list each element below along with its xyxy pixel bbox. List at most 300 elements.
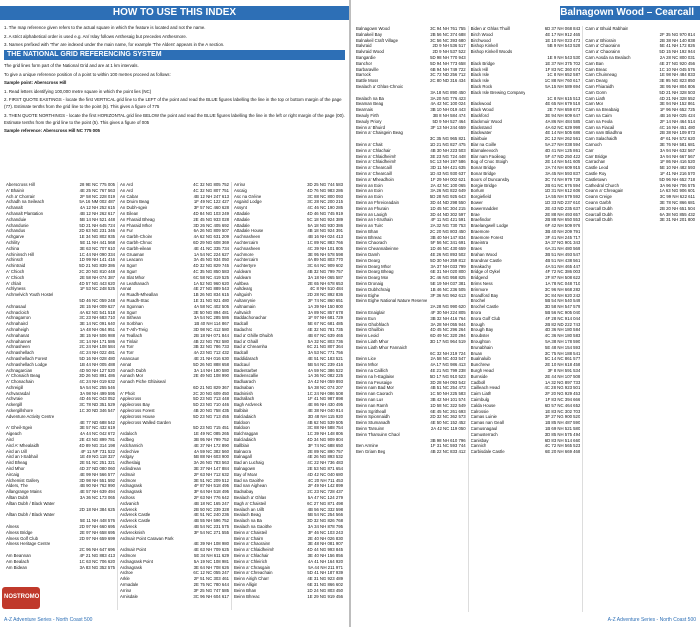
- place-name: Aultguish: [234, 292, 252, 298]
- place-name: Auchtercairn: [234, 239, 259, 245]
- place-name: Birchwood: [470, 37, 491, 43]
- grid-reference: 4E 99 NH 566 577: [79, 471, 115, 477]
- grid-reference: 4D 34 NG 909 804: [307, 437, 343, 443]
- place-name: Beinn an Laoigh: [356, 211, 388, 217]
- place-name: Calda House: [470, 402, 496, 408]
- grid-reference: 4A 42 NC 100 024: [430, 101, 466, 107]
- grid-reference: 1A 54 NC 224 627: [193, 251, 229, 257]
- grid-reference: 4B 67 NC 639 465: [307, 332, 343, 338]
- place-name: Am Bealach: [6, 558, 30, 564]
- place-name: Carn Fhiaraidh: [585, 83, 614, 89]
- grid-reference: 4B 32 NG 799 757: [307, 268, 343, 274]
- place-name: Achnahaird: [6, 321, 28, 327]
- place-name: Balnagown: [234, 466, 256, 472]
- grid-reference: 4E 37 NG 920 456: [659, 60, 696, 66]
- place-name: Ach a' Chorrain: [6, 193, 36, 199]
- grid-text-4: 1. Read letters identifying 100,000 metre square in which the point lies (NC): [4, 88, 152, 94]
- grid-reference: 6E 20 NH 669 468: [544, 449, 581, 455]
- index-column: [4, 182, 118, 610]
- place-name: Achadh na Seileach: [6, 199, 45, 205]
- grid-reference: 4B 54 NC 231 575: [193, 524, 229, 530]
- grid-reference: 5E 19 NH 037 381: [430, 281, 466, 287]
- place-name: A' Bhainir: [6, 187, 25, 193]
- place-name: Black Hill: [470, 66, 489, 72]
- grid-reference: 4E 51 NC 240 236: [193, 512, 229, 518]
- grid-reference: 5D 46 NC 059 248: [79, 297, 115, 303]
- grid-reference: 4E 57 NH 639 494: [79, 489, 115, 495]
- grid-reference: 4D 44 NG 993 845: [307, 547, 343, 553]
- place-name: Ascaig: [234, 187, 247, 193]
- grid-reference: 1D 46 NC 430 659: [430, 246, 466, 252]
- grid-reference: 1C 63 NC 706 620: [79, 558, 115, 564]
- grid-reference: 4B 90 NH 762 990: [79, 483, 115, 489]
- place-name: Bealach na Gaoithe: [234, 524, 272, 530]
- place-name: Ackergill: [6, 402, 23, 408]
- place-name: Beinn Chaorach: [356, 240, 387, 246]
- place-name: Aird: [6, 437, 14, 443]
- place-name: An Garbh-eilean: [120, 245, 152, 251]
- place-name: Brochel Castle: [470, 304, 499, 310]
- grid-reference: 2A 74 NH 609 915: [545, 165, 581, 171]
- place-name: Bad a' Chreamha: [234, 344, 268, 350]
- place-name: Beinn a' Bhuird: [356, 124, 386, 130]
- grid-reference: 3B 42 NH 101 574: [430, 397, 466, 402]
- place-name: Alness Bridge: [6, 529, 33, 535]
- grid-reference: 2E 49 NG 108 990: [193, 373, 229, 379]
- grid-reference: 3C 56 NC 393 680: [430, 37, 466, 43]
- grid-reference: 1D 43 NG 930 637: [429, 170, 466, 176]
- grid-reference: 3B 32 NG 786 733: [193, 344, 229, 350]
- grid-reference: 4D 46 NG 745 919: [307, 210, 343, 216]
- place-name: An Garbh-Chnoc: [120, 239, 153, 245]
- grid-text-6: 3. THEN QUOTE NORTHINGS - locate the first HORIZONTAL grid line BELOW the point and read the BLUE figures labelling the line in the left or right margin of the page (00). Estimate tenths from the grid line to the point (5). This gives a figure of 005: [4, 112, 345, 125]
- place-name: Assynt: [234, 205, 247, 211]
- place-name: A' Chonaich Beag: [6, 373, 41, 379]
- grid-reference: 4D 89 NG 314 198: [79, 442, 115, 448]
- place-name: Balvraid: [356, 43, 372, 49]
- place-name: Achnashellach: [6, 350, 34, 356]
- place-name: Baldoon: [234, 425, 250, 431]
- place-name: A' Gheil-Sgeir: [6, 425, 33, 431]
- grid-reference: 4D 76 NG 983 286: [307, 187, 343, 193]
- place-name: Beinn Tarsuinn: [356, 425, 385, 431]
- place-name: Carn a' Bhuid Rabhain: [585, 26, 629, 31]
- place-name: Carn Ban: [585, 60, 604, 66]
- place-name: Bealach na Ba: [234, 518, 262, 524]
- place-name: Bad a' Ghille Dhuibh: [234, 332, 274, 338]
- grid-reference: 3E 76 NH 581 681: [659, 141, 696, 147]
- place-name: Achreigill: [6, 384, 24, 390]
- grid-reference: 3D 17 NG 964 519: [429, 339, 466, 345]
- grid-reference: 3C 35 NG 965 821: [429, 136, 466, 142]
- place-name: Carnoch: [585, 141, 602, 147]
- place-name: Beinn a' Chleirich: [234, 558, 268, 564]
- grid-reference: 3D 26 NG 891 486: [79, 373, 115, 379]
- place-name: Borgie Bridge: [470, 182, 497, 188]
- grid-reference: 5C 13 NH 197 586: [430, 159, 466, 165]
- place-name: Carrachan: [585, 159, 606, 165]
- place-name: Brinmore: [470, 286, 489, 292]
- grid-reference: 2F 14 NH 464 514: [659, 118, 696, 124]
- place-name: Carn Aosda na Bealach: [585, 54, 631, 60]
- place-name: Braemore: [470, 228, 490, 234]
- grid-reference: 4A 17 NG 986 413: [430, 362, 466, 368]
- grid-reference: 4E 17 NH 912 465: [544, 31, 581, 37]
- place-name: Bagh a' Chaisteil: [234, 500, 267, 506]
- place-name: Beinn nan Caorach: [356, 391, 393, 397]
- place-name: Achnagarron: [6, 315, 31, 321]
- grid-reference: 1F 49 NC 122 427: [193, 199, 229, 205]
- place-name: Ardmore: [120, 477, 137, 483]
- grid-reference: 4F 11 NF 731 522: [80, 448, 115, 454]
- grid-section-heading: THE NATIONAL GRID REFERENCING SYSTEM: [4, 50, 345, 60]
- place-name: Baldoon: [234, 419, 250, 425]
- grid-reference: 4D 57 NG 443 620: [79, 280, 115, 286]
- grid-reference: 2C 96 NH 647 696: [79, 547, 115, 553]
- grid-reference: 4C 24 NH 022 481: [79, 350, 115, 356]
- grid-reference: 3E 51 NC 209 512: [193, 477, 229, 483]
- grid-reference: 3D 98 NH 551 592: [79, 477, 115, 483]
- grid-reference: 1E 31 NG 921 480: [193, 297, 229, 303]
- place-name: A' Phoit: [120, 390, 135, 396]
- grid-reference: 3D 11 NH 421 635: [430, 165, 466, 171]
- place-name: Braeintra: [470, 240, 489, 246]
- grid-reference: 6D 57 NC 464 652: [544, 402, 581, 408]
- place-name: An Torr: [120, 350, 134, 356]
- grid-reference: 3A 28 NH 055 944: [430, 321, 466, 327]
- grid-reference: 5D 23 NG 713 448: [193, 396, 229, 402]
- grid-reference: 4A 86 NH 484 585: [545, 118, 581, 124]
- place-name: Carn na Caim: [585, 112, 612, 118]
- grid-reference: 2D 97 NH 659 699: [79, 535, 115, 541]
- place-name: Badluarach: [234, 379, 256, 385]
- grid-reference: 4F 21 NG 883 413: [79, 553, 115, 558]
- grid-reference: 3B 40 NH 147 834: [430, 234, 466, 240]
- grid-text-5: 2. FIRST QUOTE EASTINGS - locate the first VERTICAL grid line to the LEFT of the point and read the BLUE figures labelling the line in the top or bottom margin of the page (77). Estimate tenths from the grid line to the point (5). This gives a figure of 775: [4, 97, 342, 109]
- grid-reference: 4F 61 NH 572 620: [659, 136, 696, 142]
- place-name: Adventure Activity Centre: [6, 413, 55, 419]
- place-name: Alltan Dubh / Black Water: [6, 512, 55, 518]
- grid-reference: 1C 44 NH 090 334: [79, 251, 115, 257]
- grid-reference: 4C 36 NH 180 583: [544, 333, 581, 339]
- grid-reference: 2E 10 NH 618 458: [544, 362, 581, 368]
- place-name: An Sorbhan: [120, 321, 143, 327]
- grid-reference: 3A 98 NH 499 595: [79, 390, 115, 396]
- place-name: Applecross House: [120, 413, 155, 419]
- place-name: Asc na Gréine: [234, 193, 262, 199]
- grid-reference: 3D 44 ND 298 550: [430, 199, 466, 205]
- place-name: Blackford: [470, 112, 489, 118]
- grid-reference: 5E 10 NH 482 593: [659, 165, 696, 171]
- grid-reference: 5A 54 NC 255 546: [79, 384, 115, 390]
- grid-reference: 5A 32 NC 803 736: [307, 338, 343, 344]
- place-name: Blar nam Faoileag: [470, 153, 506, 159]
- place-name: Alchemist Gallery: [6, 477, 40, 483]
- grid-reference: 4B 12 NH 262 617: [79, 210, 115, 216]
- grid-reference: 1C 30 ND 346 547: [79, 408, 115, 414]
- grid-reference: 1A 32 NG 897 733: [544, 379, 581, 385]
- grid-reference: 5A 27 NH 038 594: [545, 141, 581, 147]
- grid-reference: 1F 41 NG 987 898: [307, 396, 343, 402]
- place-name: Burgh Head: [470, 368, 494, 374]
- grid-reference: 2C 20 NG 609 450: [193, 390, 229, 396]
- place-name: Balchraggan: [234, 431, 259, 437]
- grid-reference: 4B 18 NG 924 391: [307, 228, 343, 234]
- grid-reference: 1D 31 NH 612 606: [544, 188, 581, 194]
- place-name: An Ard: [120, 182, 133, 187]
- place-name: Aultdearg: [234, 286, 253, 292]
- grid-text-1: The grid lines form part of the National Grid and are at 1 km intervals.: [4, 63, 139, 68]
- grid-reference: 6B 94 NH 749 722: [430, 66, 466, 72]
- grid-reference: 4B 30 NH 223 503: [430, 147, 466, 153]
- place-name: Black Isle: [470, 78, 490, 84]
- place-name: Aonach Piche Ghlaiseal: [120, 379, 166, 385]
- place-name: Broadford Bay: [470, 292, 499, 298]
- grid-reference: 6E 31 NH 020 800: [430, 269, 466, 275]
- place-name: Beinn a' Chreachain: [234, 570, 273, 576]
- grid-reference: 2B 56 NC 374 688: [430, 31, 466, 37]
- index-column: [469, 26, 584, 612]
- place-name: Alders, The: [6, 483, 28, 489]
- grid-reference: 4E 27 NG 889 543: [193, 286, 229, 292]
- grid-reference: 3E 40 NH 156 856: [307, 553, 343, 558]
- place-name: Achgarve: [6, 234, 25, 240]
- place-name: An Sgonnan: [120, 303, 144, 309]
- grid-reference: 4F 87 NH 518 495: [193, 483, 229, 489]
- place-name: Aultanrynie: [234, 297, 256, 303]
- grid-reference: 4A 51 NH 465 447: [545, 263, 581, 269]
- grid-reference: 3A 37 NG 901 343: [544, 240, 581, 246]
- grid-reference: 5B 56 NC 905 040: [544, 310, 581, 316]
- grid-reference: 4C 32 NG 805 752: [193, 182, 229, 187]
- grid-reference: 6E 45 NC 261 693: [430, 408, 466, 414]
- place-name: Beinn Dubhchraig: [356, 286, 391, 292]
- grid-reference: 1E 49 NC 085 265: [193, 431, 229, 437]
- place-name: Beinn an Eoin: [356, 194, 383, 200]
- place-name: Canisbay: [470, 437, 489, 443]
- place-name: Achnaheigh: [6, 326, 29, 332]
- place-name: Carbisdale Castle: [470, 449, 505, 455]
- place-name: Birch Wood: [470, 31, 493, 37]
- place-name: Bonar Bridge: [470, 165, 496, 171]
- place-name: Auchnasheen: [234, 234, 261, 240]
- place-name: Beinn Dearg Bheag: [356, 269, 394, 275]
- grid-reference: 4A 62 NG 631 209: [193, 234, 229, 240]
- place-name: Carn na Fiacail: [585, 124, 615, 130]
- grid-reference: 1B 26 NG 834 615: [193, 292, 229, 298]
- place-name: Carn Liath: [585, 95, 606, 101]
- grid-reference: 2D 97 NH 660 695: [79, 524, 115, 530]
- place-name: Beaman Beag: [356, 101, 384, 107]
- grid-reference: 3C 75 NH 188 541: [544, 350, 581, 356]
- grid-reference: 1C 39 NH 148 806: [307, 431, 343, 437]
- place-name: Badentarbet: [234, 367, 258, 373]
- place-name: Beinn na h-Eaglaise: [356, 373, 395, 379]
- grid-reference: 2C 20 NG 810 448: [79, 268, 115, 274]
- grid-reference: 1A 39 NH 150 800: [307, 303, 343, 309]
- place-name: Badenscallie: [234, 373, 259, 379]
- place-name: Beinn Spionnaidh: [356, 414, 390, 420]
- grid-reference: 2B 88 NH 650 553: [544, 217, 581, 223]
- place-name: Ardvanich: [120, 500, 140, 506]
- grid-reference: 2F 63 NH 776 642: [193, 495, 229, 501]
- place-name: Aird an t-Sabhail: [6, 454, 38, 460]
- place-name: Achvarasdal: [6, 390, 30, 396]
- place-name: Brunabhain: [470, 344, 493, 350]
- place-name: Achanalt: [6, 205, 23, 211]
- grid-reference: 4E 77 ND 688 542: [79, 419, 115, 425]
- place-name: Bishop Kinkell: [470, 43, 498, 49]
- place-name: Beinn an Fhurain: [356, 205, 389, 211]
- place-name: Aird an Uill: [6, 448, 27, 454]
- grid-reference: 4D 42 NC 040 680: [307, 471, 343, 477]
- grid-reference: 3A 83 NG 352 575: [79, 564, 115, 570]
- grid-reference: 4C 32 NG 807 751: [193, 187, 229, 193]
- grid-reference: 3C 94 NH 761 755: [430, 26, 466, 31]
- place-name: Bad an Luchaig: [234, 460, 264, 466]
- place-name: Bualnaluib: [470, 356, 491, 362]
- grid-reference: 3F 25 NG 747 585: [193, 587, 229, 593]
- grid-reference: 1E 10 NH 023 473: [544, 37, 581, 43]
- grid-reference: 2E 65 NH 678 653: [307, 280, 343, 286]
- grid-reference: 2C 23 NC 728 437: [307, 489, 343, 495]
- grid-reference: 4C 46 NC 190 285: [307, 205, 343, 211]
- grid-reference: 1B 85 NH 487 590: [544, 420, 581, 426]
- grid-reference: 4D 32 NG 829 745: [193, 263, 229, 269]
- grid-reference: 2E 51 NC 251 321: [79, 460, 115, 466]
- place-name: Allangrange Mains: [6, 489, 42, 495]
- grid-reference: 2E 44 NH 107 508: [544, 373, 581, 379]
- place-name: Achnahannet: [6, 338, 32, 344]
- grid-reference: 3C 64 NC 909 602: [307, 263, 343, 269]
- place-name: Balnakeil Craft Village: [356, 37, 398, 43]
- place-name: Badcaul: [234, 361, 250, 367]
- place-name: Blairbuie: [470, 136, 488, 142]
- grid-reference: 3C 88 NH 588 754: [307, 425, 343, 431]
- place-name: Borgiefield: [470, 194, 491, 200]
- grid-reference: 3B 51 NH 493 547: [544, 252, 581, 258]
- grid-reference: 3D 26 NC 405 692: [193, 222, 229, 228]
- place-name: Beinn Damh: [356, 252, 380, 258]
- grid-reference: 5B 9 NH 543 528: [547, 43, 581, 49]
- place-name: Ardaloch: [120, 431, 137, 437]
- grid-reference: 6D 29 NG 608 369: [193, 239, 229, 245]
- place-name: Castle Leod: [585, 165, 609, 171]
- place-name: Alltan Dubh: [6, 495, 29, 501]
- grid-reference: 3F 46 NC 103 243: [307, 529, 343, 535]
- place-name: Carn Mor: [585, 101, 604, 107]
- grid-reference: 4F 28 NC 914 044: [545, 315, 581, 321]
- place-name: Ardvrecknish: [120, 529, 145, 535]
- place-name: Badachro: [234, 326, 253, 332]
- instruction-2: 2. A strict alphabetical order is used e.g. An/ Islay follows Anthesaig but precedes Anthesmore.: [4, 33, 188, 39]
- instruction-1: 1. The map reference given refers to the actual square in which the feature is located and not the name.: [4, 25, 206, 30]
- place-name: Blackstand: [470, 124, 492, 130]
- grid-reference: 3B 8 NH 584 474: [432, 112, 466, 118]
- place-name: Achanalt Plantation: [6, 210, 44, 216]
- grid-reference: 2D 28 NC 892 836: [307, 292, 343, 298]
- place-name: Applecross Forest: [120, 408, 155, 414]
- place-name: Barbaraville: [356, 66, 379, 72]
- grid-reference: 1F 29 NH 002 621: [430, 176, 466, 182]
- place-name: Am Beannan: [6, 553, 31, 558]
- grid-reference: 3A 45 NH 593 837: [545, 170, 581, 176]
- grid-reference: 5D 9 NH 527 464: [432, 118, 466, 124]
- grid-reference: 5F 56 NC 341 691: [430, 240, 466, 246]
- grid-reference: 3D 28 NH 093 542: [430, 379, 466, 385]
- place-name: Bearnais: [356, 107, 373, 113]
- grid-reference: 4E 38 NH 040 914: [307, 408, 343, 414]
- place-name: Badninish: [234, 390, 253, 396]
- grid-reference: 3B 95 NH 799 752: [193, 437, 229, 443]
- place-name: Badcall: [234, 321, 249, 327]
- grid-reference: 4E 41 NC 335 734: [193, 245, 229, 251]
- place-name: Beinn Bhreac: [356, 234, 382, 240]
- grid-reference: 3A 94 NH 632 567: [659, 147, 696, 153]
- grid-reference: 2A 32 NG 730 753: [430, 223, 466, 229]
- grid-reference: 5D 41 NH 187 939: [307, 570, 343, 576]
- grid-reference: 4E 14 NH 505 686: [544, 130, 581, 136]
- place-name: Brandnar Castle: [470, 257, 502, 263]
- grid-reference: 6D 37 NH 068 843: [544, 26, 581, 31]
- grid-reference: 1E 37 NH 375 702: [544, 60, 581, 66]
- grid-reference: 2E 75 NC 780 644: [193, 581, 229, 587]
- grid-reference: 6D 83 NH 514 660: [544, 437, 581, 443]
- place-name: Brae: [470, 211, 480, 217]
- place-name: Achanduie: [6, 216, 27, 222]
- place-name: Beinn a' Mheadhoin: [356, 176, 394, 182]
- place-name: Ardnagrask: [120, 483, 142, 489]
- grid-reference: 5F 47 ND 250 422: [545, 153, 581, 159]
- grid-reference: 4C 16 NH 451 480: [659, 124, 696, 130]
- place-name: Attadale: [234, 210, 250, 216]
- place-name: Blackmuir Wood: [470, 118, 502, 124]
- grid-reference: 3C 96 NH 668 282: [544, 286, 581, 292]
- grid-reference: 1B 69 NH 521 580: [544, 425, 581, 431]
- grid-reference: 4E 21 NG 799 238: [430, 368, 466, 374]
- grid-reference: 2A 42 NC 100 065: [430, 182, 466, 188]
- grid-reference: 4E 25 NC 767 563: [79, 187, 115, 193]
- place-name: Balnacra: [234, 448, 251, 454]
- place-name: Beinn a' Chlachair: [356, 147, 391, 153]
- place-name: Beinn na Caillich: [356, 368, 389, 374]
- grid-reference: 5D 16 NH 028 480: [79, 355, 115, 361]
- grid-reference: 6A 31 NH 480 569: [545, 246, 581, 252]
- grid-reference: 2A 28 NG 990 620: [430, 304, 466, 310]
- grid-reference: 5D 94 NH 773 658: [430, 60, 466, 66]
- place-name: Arkle: [120, 576, 130, 582]
- grid-reference: 6C 27 NG 871 498: [307, 500, 343, 506]
- grid-reference: 3F 57 NC 460 628: [193, 205, 229, 211]
- grid-reference: 4E 37 NH 172 890: [193, 442, 229, 448]
- place-name: Beinn an Fhreiceadain: [356, 199, 399, 205]
- place-name: Borlum: [470, 188, 485, 194]
- grid-reference: 5E 48 NH 154 593: [544, 344, 581, 350]
- place-name: Aonach Mor: [120, 373, 144, 379]
- grid-reference: 4E 32 NG 781 735: [307, 326, 343, 332]
- place-name: Carn Chuinneag: [585, 72, 617, 78]
- grid-reference: 3B 32 NH 416 764: [430, 315, 466, 321]
- place-name: Achnashellach Lodge: [6, 361, 48, 367]
- place-name: Broubster: [470, 333, 490, 339]
- grid-reference: 2E 88 NH 493 657: [544, 211, 581, 217]
- grid-reference: 2D 32 NC 362 573: [430, 414, 466, 420]
- place-name: An Eilean: [120, 210, 139, 216]
- grid-reference: 3D 98 NC 412 580: [193, 326, 229, 332]
- place-name: Beinn a' Chaisgein Beag: [356, 130, 403, 136]
- place-name: Ardmore: [120, 553, 137, 558]
- place-name: Badcall: [234, 350, 249, 356]
